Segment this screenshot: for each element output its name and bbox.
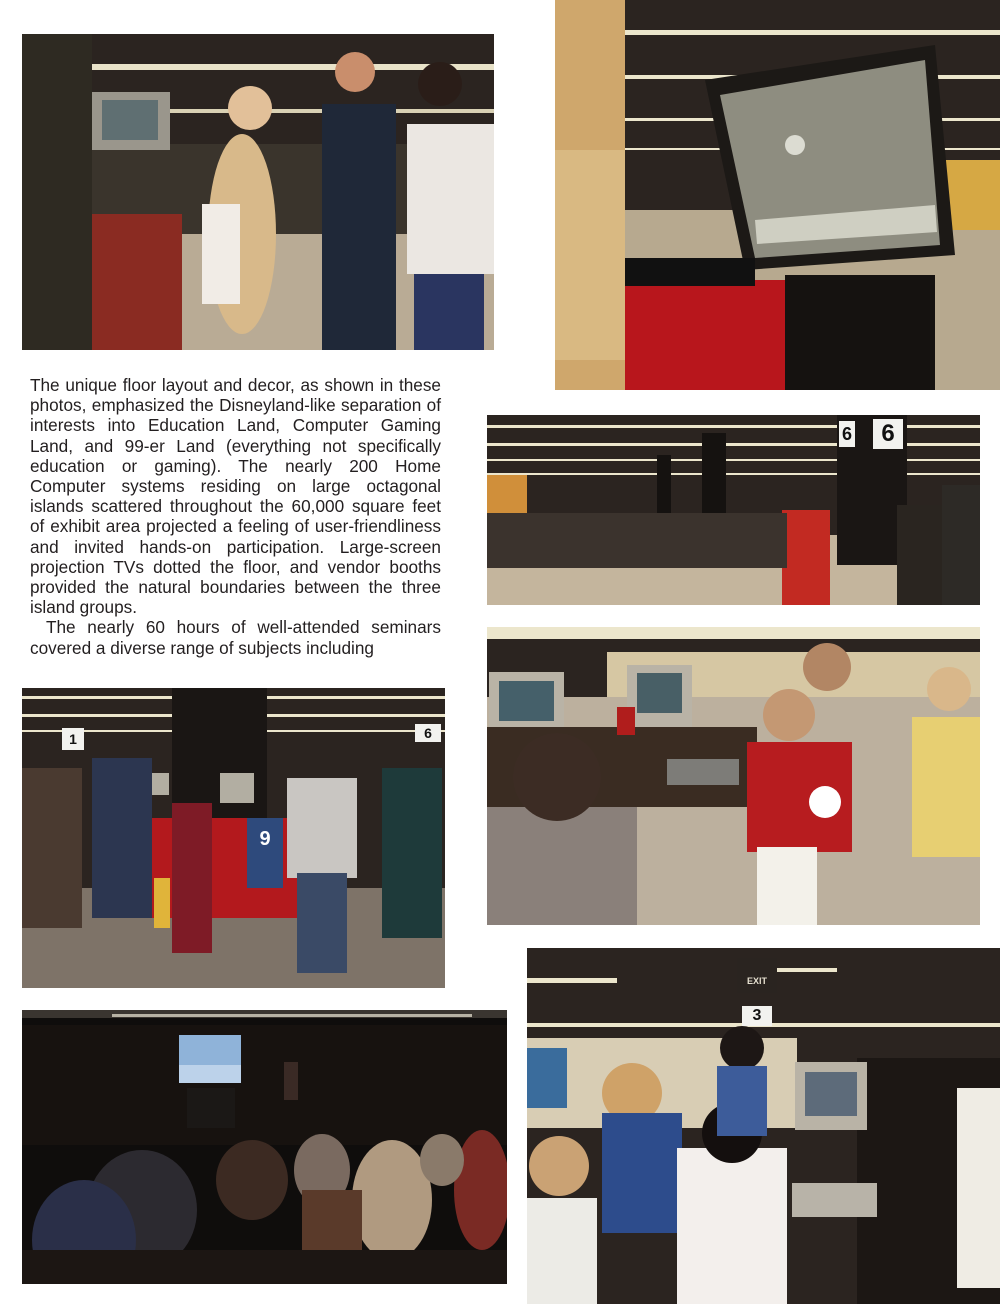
booth-sign-3: 3 — [752, 1007, 762, 1024]
article-paragraph-1: The unique floor layout and decor, as shown in these photos, emphasized the Disneyland-like separation of interests into Education Land, Computer Gaming Land, and 99-er Land (everything not specifically education or gaming). The nearly 200 Home Computer systems residing on large octagonal islands scattered throughout the 60,000 square feet of exhibit area projected a feeling of user-friendliness and invited hands-on participation. Large-screen projection TVs dotted the floor, and vendor booths provided the natural boundaries between the three island groups. — [30, 375, 441, 618]
photo-projection-tv — [555, 0, 1000, 390]
photo-visitors-queue — [22, 34, 494, 350]
jersey-number: 9 — [259, 828, 271, 850]
photo-booth-crowd — [22, 688, 445, 988]
booth-sign-1: 1 — [69, 731, 77, 747]
article-paragraph-2: The nearly 60 hours of well-attended seminars covered a diverse range of subjects including — [30, 617, 441, 658]
booth-sign-6-small: 6 — [841, 424, 852, 444]
photo-seminar-audience — [22, 1010, 507, 1284]
photo-exhibit-hall-wide — [487, 415, 980, 605]
photo-kids-terminals — [527, 948, 1000, 1304]
exit-sign: EXIT — [746, 976, 767, 986]
booth-sign-6: 6 — [881, 420, 895, 447]
photo-kids-gaming — [487, 627, 980, 925]
article-body — [30, 375, 441, 658]
booth-sign-6-crowd: 6 — [424, 725, 432, 741]
